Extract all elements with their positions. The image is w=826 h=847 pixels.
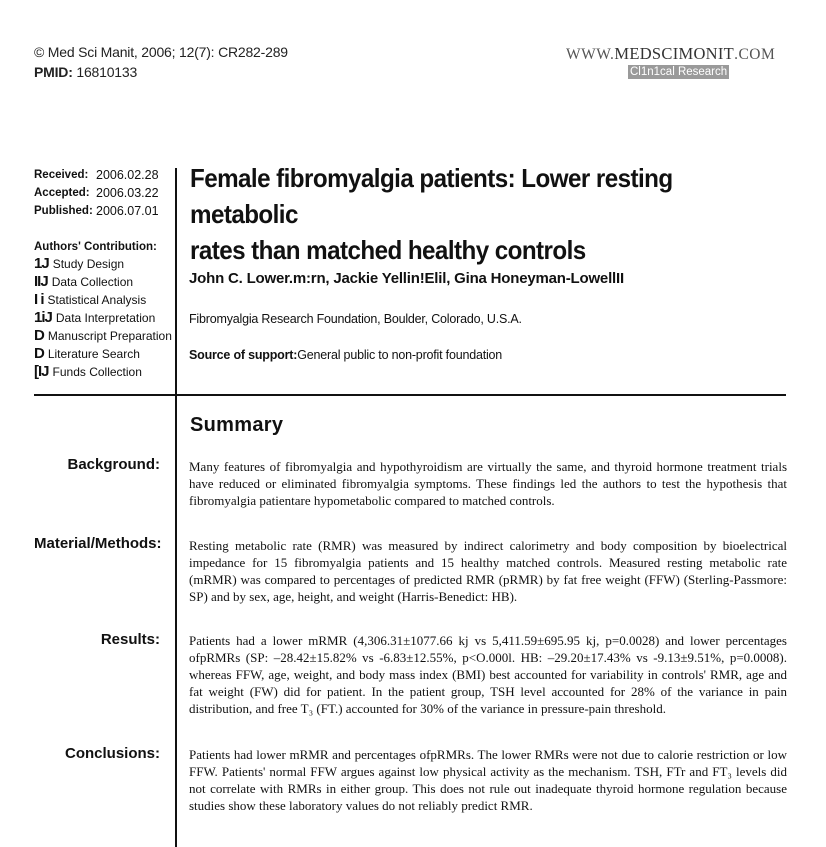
- contribution-code: [IJ: [34, 363, 49, 380]
- pmid-label: PMID:: [34, 64, 73, 80]
- contribution-item: [34, 255, 172, 273]
- article-title: [190, 160, 748, 268]
- site-url[interactable]: [566, 44, 775, 64]
- section-text-results: Patients had a lower mRMR (4,306.31±1077.66 kj vs 5,411.59±695.95 kj, p=0.0028) and lower percentages ofpRMRs (SP: –28.42±15.82% vs -6.83±12.55%, p<O.000l. HB: –29.20±17.43% vs -9.13±9.51%, p=0.0008). whereas FFW, age, weight, and body mass index (BMI) best accounted for variability in controls' RMR, age and fat weight (FW) did for patient. In the patient group, TSH level accounted for 28% of the variance in pain distribution, and free T₃ (FT.) accounted for 30% of the variance in pressure-pain threshold.: [189, 633, 787, 716]
- date-row-published: [34, 202, 159, 220]
- section-label-methods: Material/Methods:: [34, 535, 162, 552]
- contribution-label: Manuscript Preparation: [47, 329, 172, 343]
- contribution-item: [34, 273, 172, 291]
- contribution-label: Statistical Analysis: [47, 293, 147, 307]
- contribution-item: [34, 345, 172, 363]
- affiliation: Fibromyalgia Research Foundation, Boulder, Colorado, U.S.A.: [189, 312, 522, 326]
- summary-heading: Summary: [190, 414, 284, 436]
- section-text-methods: Resting metabolic rate (RMR) was measured by indirect calorimetry and body composition by bioelectrical impedance for 15 fibromyalgia patients and 15 healthy matched controls. Measured resting metabolic rate (mRMR) was compared to percentages of predicted RMR (pRMR) by fat free weight (FFW) (Sterling-Passmore: SP) and by sex, age, height, and weight (Harris-Benedict: HB).: [189, 538, 787, 604]
- date-label: Published:: [34, 205, 93, 217]
- contribution-code: 1J: [34, 255, 49, 272]
- section-text-conclusions: Patients had lower mRMR and percentages ofpRMRs. The lower RMRs were not due to calorie restriction or low FFW. Patients' normal FFW argues against low physical activity as the mechanism. TSH, FTr and FT₃ levels did not correlate with RMRs in either group. This does not rule out inadequate thyroid hormone regulation because studies show these laboratory values do not reliably predict RMR.: [189, 747, 787, 813]
- horizontal-divider: [34, 394, 786, 396]
- journal-citation: © Med Sci Manit, 2006; 12(7): CR282-289: [34, 44, 288, 60]
- date-value: 2006.07.01: [96, 204, 159, 218]
- contribution-item: [34, 327, 172, 345]
- contribution-code: IIJ: [34, 273, 48, 290]
- pmid-value: 16810133: [76, 64, 138, 80]
- date-label: Accepted:: [34, 187, 90, 199]
- contribution-label: Data Interpretation: [55, 311, 156, 325]
- contribution-code: D: [34, 345, 44, 362]
- contribution-label: Study Design: [52, 257, 125, 271]
- date-row-received: [34, 166, 159, 184]
- site-name: MEDSCIMONIT: [614, 44, 735, 63]
- contribution-label: Funds Collection: [52, 365, 142, 379]
- journal-site: [566, 44, 776, 78]
- date-row-accepted: [34, 184, 159, 202]
- contribution-heading: Authors' Contribution:: [34, 241, 157, 253]
- contribution-item: [34, 363, 172, 381]
- title-line-2: rates than matched healthy controls: [190, 235, 586, 265]
- date-label: Received:: [34, 169, 89, 181]
- publication-dates: [34, 166, 159, 220]
- contribution-code: I i: [34, 291, 44, 308]
- source-of-support: [189, 348, 502, 362]
- support-value: General public to non-profit foundation: [297, 348, 503, 362]
- contribution-label: Literature Search: [47, 347, 140, 361]
- vertical-divider: [175, 168, 177, 847]
- contribution-item: [34, 291, 172, 309]
- contribution-label: Data Collection: [51, 275, 134, 289]
- pmid-line: [34, 62, 288, 82]
- section-text-background: Many features of fibromyalgia and hypothyroidism are virtually the same, and thyroid hormone treatment trials have reduced or eliminated fibromyalgia symptoms. These findings led the authors to test the hypothesis that fibromyalgia patientare hypometabolic compared to matched controls.: [189, 459, 787, 508]
- contribution-code: D: [34, 327, 44, 344]
- contribution-code: 1iJ: [34, 309, 52, 326]
- date-value: 2006.02.28: [96, 168, 159, 182]
- support-label: Source of support:: [189, 348, 298, 362]
- site-suffix: .COM: [734, 46, 776, 63]
- section-badge: Cl1n1cal Research: [630, 66, 728, 78]
- section-label-conclusions: Conclusions:: [64, 745, 160, 762]
- section-label-background: Background:: [67, 456, 160, 473]
- site-prefix: WWW.: [566, 46, 615, 63]
- citation-block: [34, 42, 288, 82]
- date-value: 2006.03.22: [96, 186, 159, 200]
- authors-contribution: [34, 241, 172, 381]
- author-list: John C. Lower.m:rn, Jackie Yellin!Elil, Gina Honeyman-LowellII: [189, 270, 624, 287]
- title-line-1: Female fibromyalgia patients: Lower resting metabolic: [190, 163, 673, 229]
- contribution-item: [34, 309, 172, 327]
- section-label-results: Results:: [100, 631, 160, 648]
